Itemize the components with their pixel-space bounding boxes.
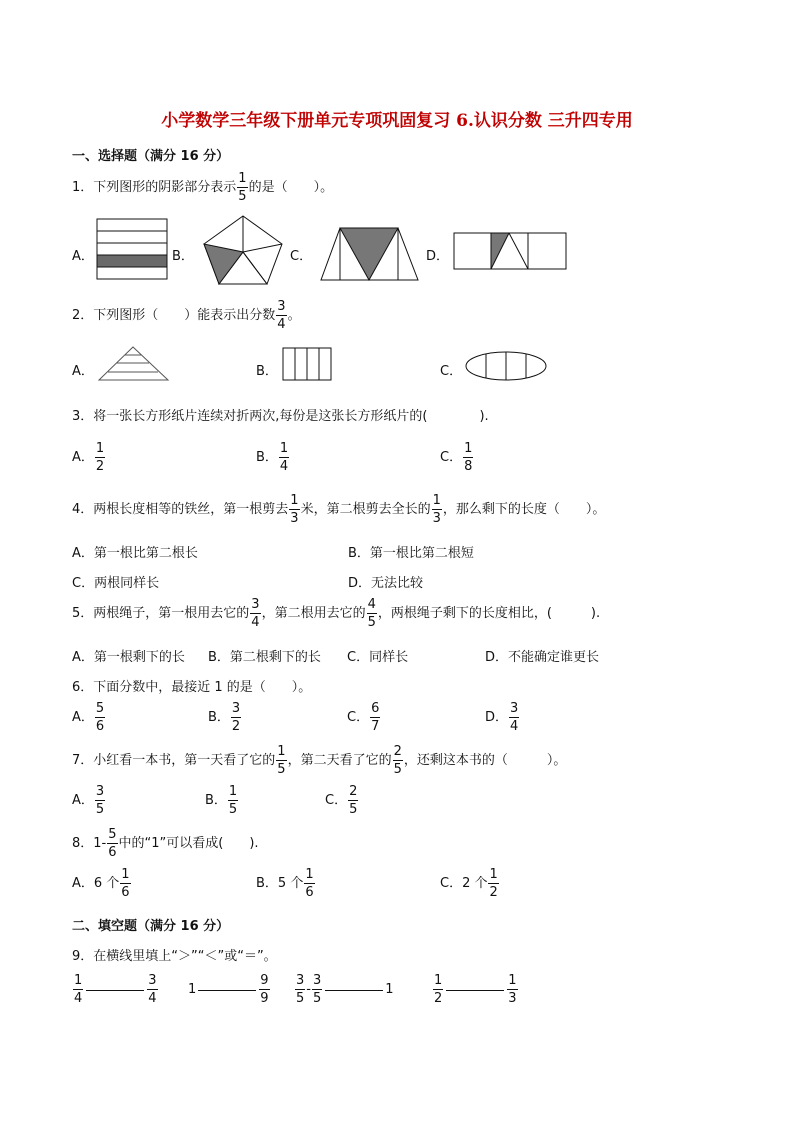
fraction: $\frac{1}{3}$ — [508, 973, 517, 1006]
option-a: A．第一根比第二根长 — [72, 546, 198, 561]
fraction: $\frac{5}{6}$ — [95, 701, 105, 734]
fraction: $\frac{1}{6}$ — [121, 867, 130, 900]
fraction: $\frac{3}{4}$ — [277, 299, 286, 332]
option-a: A． $\frac{5}{6}$ — [72, 701, 105, 734]
fraction: $\frac{6}{7}$ — [371, 701, 380, 734]
option-c: C． $\frac{1}{8}$ — [440, 441, 473, 474]
compare-item-3: $\frac{3}{5}$ - $\frac{3}{5}$ 1 — [296, 973, 394, 1006]
option-d: D． $\frac{3}{4}$ — [485, 701, 519, 734]
option-b: B． $\frac{3}{2}$ — [208, 701, 241, 734]
question-6-text: 6．下面分数中，最接近 1 的是（ ）。 — [72, 680, 312, 695]
fraction: $\frac{1}{4}$ — [279, 441, 289, 474]
question-9-text: 9．在横线里填上“＞”“＜”或“＝”。 — [72, 949, 277, 964]
fraction: $\frac{3}{5}$ — [296, 973, 305, 1006]
option-a: A．第一根剩下的长 — [72, 650, 185, 665]
option-label: C． — [440, 364, 463, 379]
fraction: $\frac{1}{3}$ — [290, 493, 299, 526]
option-c: C． $\frac{6}{7}$ — [347, 701, 380, 734]
figure-2c-ellipse — [466, 351, 548, 383]
question-1 — [72, 172, 333, 203]
question-1-text-end: 的是（ ）。 — [248, 180, 334, 195]
fraction: $\frac{5}{6}$ — [108, 827, 117, 860]
option-label: A． — [72, 364, 94, 379]
fraction: $\frac{2}{5}$ — [349, 784, 358, 817]
fraction: $\frac{1}{5}$ — [277, 744, 286, 777]
compare-item-4 — [432, 974, 519, 1005]
option-a: A． $\frac{3}{5}$ — [72, 784, 105, 817]
fraction: $\frac{1}{6}$ — [305, 867, 314, 900]
fraction: $\frac{3}{5}$ — [312, 973, 322, 1006]
option-b: B．第二根剩下的长 — [208, 650, 321, 665]
section-heading-choice: 一、选择题（满分 16 分） — [72, 149, 230, 164]
question-3-text: 3．将一张长方形纸片连续对折两次,每份是这张长方形纸片的( ). — [72, 409, 489, 424]
option-c: C．2 个 $\frac{1}{2}$ — [440, 867, 498, 900]
fraction: $\frac{3}{5}$ — [95, 784, 105, 817]
answer-blank[interactable] — [325, 989, 383, 991]
fraction: $\frac{1}{3}$ — [432, 493, 441, 526]
option-b: B．5 个 $\frac{1}{6}$ — [256, 867, 314, 900]
option-b: B．第一根比第二根短 — [348, 546, 474, 561]
answer-blank[interactable] — [446, 989, 504, 991]
compare-item-1 — [72, 974, 159, 1005]
option-c: C．同样长 — [347, 650, 409, 665]
option-b: B． $\frac{1}{4}$ — [256, 441, 289, 474]
option-label: B． — [172, 249, 194, 264]
fraction: $\frac{1}{5}$ — [228, 784, 238, 817]
option-a: A．6 个 $\frac{1}{6}$ — [72, 867, 130, 900]
question-4: 4．两根长度相等的铁丝，第一根剪去 $\frac{1}{3}$ 米，第二根剪去全长的 $\frac{1}{3}$ ，那么剩下的长度（ ）。 — [72, 493, 606, 526]
figure-1c-trapezoid — [320, 226, 420, 282]
fraction: $\frac{3}{4}$ — [510, 701, 519, 734]
option-b: B． $\frac{1}{5}$ — [205, 784, 238, 817]
question-1-text: 1．下列图形的阴影部分表示 — [72, 180, 237, 195]
figure-1d-squares — [454, 233, 568, 271]
fraction: $\frac{4}{5}$ — [367, 597, 376, 630]
fraction: $\frac{1}{4}$ — [74, 973, 83, 1006]
question-7: 7．小红看一本书，第一天看了它的 $\frac{1}{5}$ ，第二天看了它的 $\frac{2}{5}$ ，还剩这本书的（ ）。 — [72, 744, 567, 777]
fraction: $\frac{3}{4}$ — [251, 597, 260, 630]
option-label: C． — [290, 249, 313, 264]
option-c: C．两根同样长 — [72, 576, 160, 591]
fraction: $\frac{9}{9}$ — [260, 973, 269, 1006]
question-2-text: 2．下列图形（ ）能表示出分数 — [72, 308, 276, 323]
option-a: A． $\frac{1}{2}$ — [72, 441, 105, 474]
page-title: 小学数学三年级下册单元专项巩固复习 6.认识分数 三升四专用 — [161, 111, 633, 131]
fraction: $\frac{1}{2}$ — [489, 867, 498, 900]
answer-blank[interactable] — [198, 989, 256, 991]
fraction: $\frac{2}{5}$ — [393, 744, 402, 777]
compare-item-2: 1 $\frac{9}{9}$ — [188, 973, 269, 1006]
figure-2b-rectangle — [283, 348, 333, 382]
option-c: C． $\frac{2}{5}$ — [325, 784, 358, 817]
option-d: D．无法比较 — [348, 576, 424, 591]
question-2-text-end: 。 — [287, 308, 301, 323]
option-label: B． — [256, 364, 278, 379]
figure-2a-triangle — [98, 346, 170, 382]
option-label: D． — [426, 249, 450, 264]
section-heading-fill: 二、填空题（满分 16 分） — [72, 919, 230, 934]
question-8: 8．1- $\frac{5}{6}$ 中的“1”可以看成( ). — [72, 827, 259, 860]
question-5: 5．两根绳子，第一根用去它的 $\frac{3}{4}$ ，第二根用去它的 $\frac{4}{5}$ ，两根绳子剩下的长度相比，( ). — [72, 597, 601, 630]
answer-blank[interactable] — [86, 989, 144, 991]
fraction: $\frac{1}{2}$ — [95, 441, 105, 474]
fraction: $\frac{1}{8}$ — [464, 441, 473, 474]
fraction: $\frac{1}{2}$ — [434, 973, 443, 1006]
fraction: $\frac{3}{2}$ — [231, 701, 241, 734]
question-2 — [72, 300, 301, 331]
figure-1b-pentagon — [203, 214, 285, 286]
option-label: A． — [72, 249, 94, 264]
fraction: $\frac{3}{4}$ — [148, 973, 157, 1006]
figure-1a-stripes — [97, 219, 169, 281]
fraction: $\frac{1}{5}$ — [238, 171, 247, 204]
option-d: D．不能确定谁更长 — [485, 650, 600, 665]
